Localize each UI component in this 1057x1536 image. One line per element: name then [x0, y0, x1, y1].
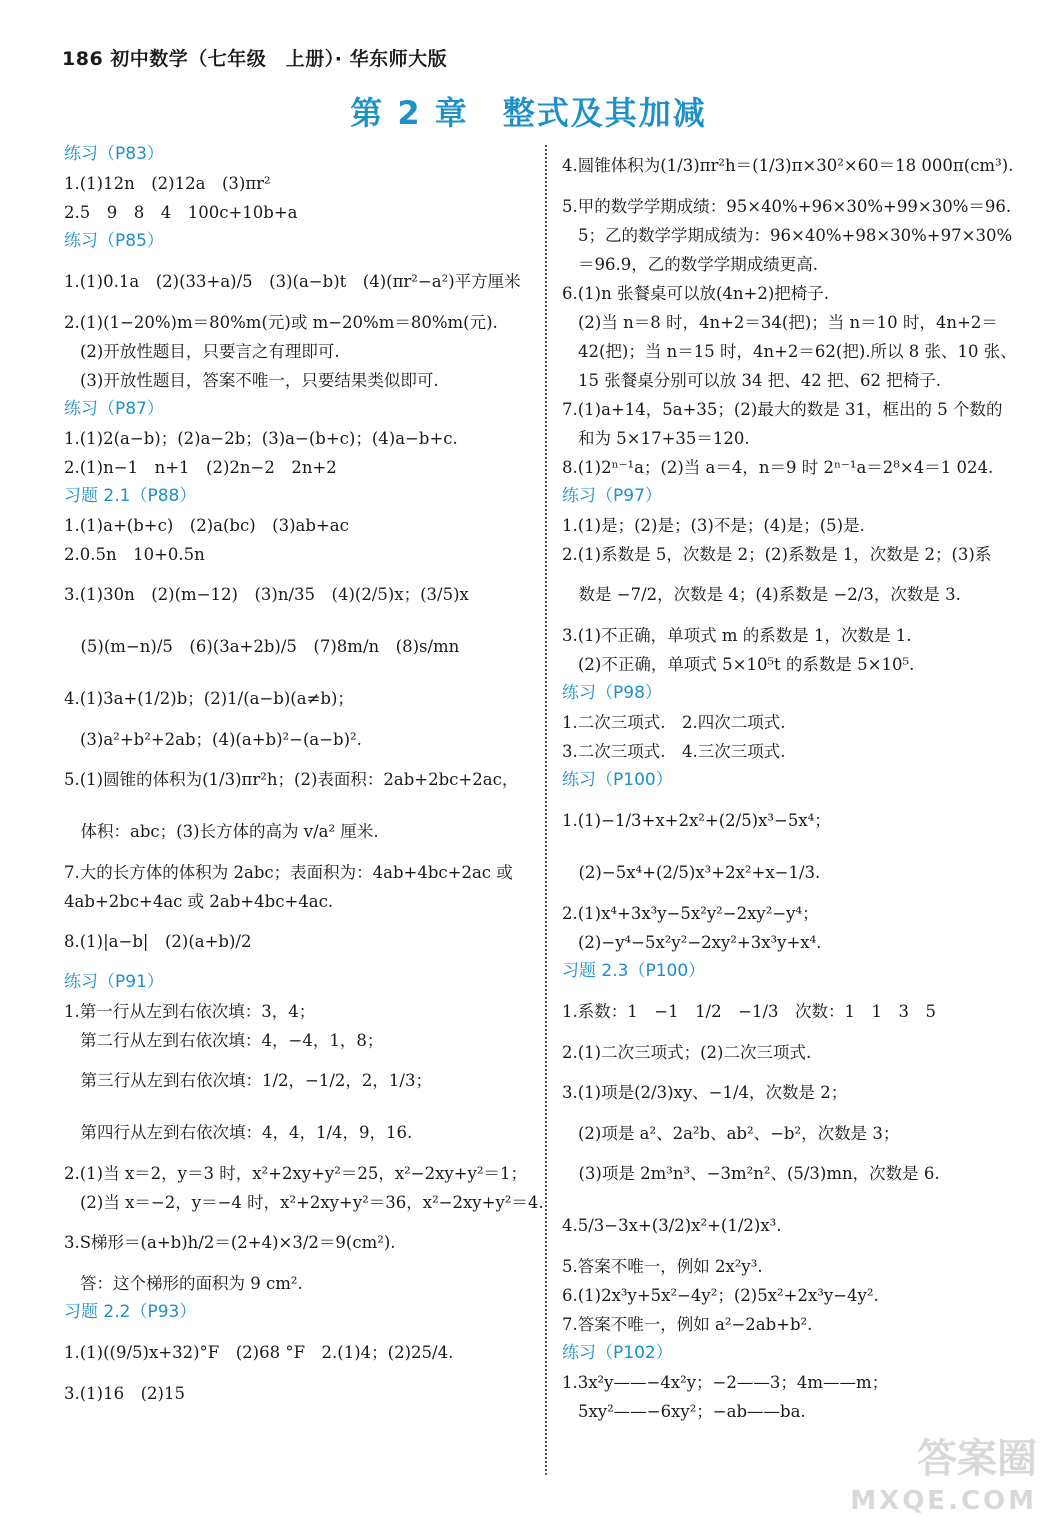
answer-line: 4.圆锥体积为(1/3)πr²h＝(1/3)π×30²×60＝18 000π(cm³).	[562, 156, 1014, 175]
section-heading: 练习（P102）	[562, 1343, 673, 1363]
answer-line: (5)(m−n)/5 (6)(3a+2b)/5 (7)8m/n (8)s/mn	[64, 637, 460, 656]
section-heading: 练习（P87）	[64, 399, 164, 419]
page-header: 186 初中数学（七年级 上册）· 华东师大版	[62, 48, 448, 70]
answer-line: 5；乙的数学学期成绩为：96×40%+98×30%+97×30%	[578, 226, 1013, 245]
answer-line: ＝96.9，乙的数学学期成绩更高.	[578, 255, 818, 274]
answer-line: 2.(1)系数是 5，次数是 2；(2)系数是 1，次数是 2；(3)系	[562, 545, 992, 564]
answer-line: 1.(1)0.1a (2)(33+a)/5 (3)(a−b)t (4)(πr²−a²)平方厘米	[64, 272, 521, 291]
answer-line: 体积：abc；(3)长方体的高为 v/a² 厘米.	[64, 822, 379, 841]
answer-line: 1.3x²y——−4x²y；−2——3；4m——m；	[562, 1373, 889, 1392]
answer-line: 5.甲的数学学期成绩：95×40%+96×30%+99×30%＝96.	[562, 197, 1012, 216]
answer-line: 2.(1)n−1 n+1 (2)2n−2 2n+2	[64, 458, 337, 477]
answer-line: 和为 5×17+35＝120.	[578, 429, 750, 448]
chapter-title: 第 2 章 整式及其加减	[350, 94, 707, 132]
answer-line: 5xy²——−6xy²；−ab——ba.	[578, 1402, 806, 1421]
answer-line: 4.5/3−3x+(3/2)x²+(1/2)x³.	[562, 1216, 782, 1235]
section-heading: 习题 2.3（P100）	[562, 961, 706, 981]
answer-line: 1.系数：1 −1 1/2 −1/3 次数：1 1 3 5	[562, 1002, 936, 1021]
answer-line: 3.S梯形＝(a+b)h/2＝(2+4)×3/2＝9(cm²).	[64, 1233, 396, 1252]
answer-line: 第二行从左到右依次填：4，−4，1，8；	[80, 1031, 384, 1050]
left-column	[64, 140, 544, 1408]
answer-line: 2.(1)当 x＝2，y＝3 时，x²+2xy+y²＝25，x²−2xy+y²＝1；	[64, 1164, 527, 1183]
section-heading: 练习（P85）	[64, 231, 164, 251]
answer-line: 2.(1)(1−20%)m＝80%m(元)或 m−20%m＝80%m(元).	[64, 313, 498, 332]
answer-line: (2)−y⁴−5x²y²−2xy²+3x³y+x⁴.	[578, 933, 822, 952]
answer-line: 1.(1)是；(2)是；(3)不是；(4)是；(5)是.	[562, 516, 865, 535]
answer-line: 4ab+2bc+4ac 或 2ab+4bc+4ac.	[64, 892, 334, 911]
answer-line: 6.(1)2x³y+5x²−4y²；(2)5x²+2x³y−4y².	[562, 1286, 879, 1305]
answer-line: 答：这个梯形的面积为 9 cm².	[80, 1274, 303, 1293]
answer-line: 1.(1)12n (2)12a (3)πr²	[64, 174, 271, 193]
column-divider	[545, 145, 547, 1475]
answer-line: 2.(1)二次三项式；(2)二次三项式.	[562, 1043, 812, 1062]
answer-line: 4.(1)3a+(1/2)b；(2)1/(a−b)(a≠b)；	[64, 689, 354, 708]
answer-line: 3.(1)不正确，单项式 m 的系数是 1，次数是 1.	[562, 626, 912, 645]
answer-line: 1.(1)a+(b+c) (2)a(bc) (3)ab+ac	[64, 516, 349, 535]
watermark-logo	[850, 1438, 1037, 1522]
watermark-sub: MXQE.COM	[850, 1486, 1037, 1516]
answer-line: (3)开放性题目，答案不唯一，只要结果类似即可.	[80, 371, 439, 390]
answer-line: 7.答案不唯一，例如 a²−2ab+b².	[562, 1315, 813, 1334]
section-heading: 练习（P100）	[562, 770, 673, 790]
answer-line: 1.二次三项式. 2.四次二项式.	[562, 713, 786, 732]
answer-line: 3.(1)30n (2)(m−12) (3)n/35 (4)(2/5)x；(3/5)x	[64, 585, 469, 604]
answer-line: (2)当 n＝8 时，4n+2＝34(把)；当 n＝10 时，4n+2＝	[578, 313, 998, 332]
answer-line: (3)a²+b²+2ab；(4)(a+b)²−(a−b)².	[80, 730, 362, 749]
section-heading: 练习（P83）	[64, 144, 164, 164]
answer-line: 2.5 9 8 4 100c+10b+a	[64, 203, 298, 222]
answer-line: 3.(1)16 (2)15	[64, 1384, 185, 1403]
answer-line: 7.(1)a+14，5a+35；(2)最大的数是 31，框出的 5 个数的	[562, 400, 1003, 419]
answer-line: (2)当 x＝−2，y＝−4 时，x²+2xy+y²＝36，x²−2xy+y²＝4.	[80, 1193, 544, 1212]
answer-line: 1.(1)2(a−b)；(2)a−2b；(3)a−(b+c)；(4)a−b+c.	[64, 429, 458, 448]
answer-line: 15 张餐桌分别可以放 34 把、42 把、62 把椅子.	[578, 371, 941, 390]
right-column	[562, 140, 1032, 1426]
answer-line: 1.第一行从左到右依次填：3，4；	[64, 1002, 316, 1021]
answer-line: 第四行从左到右依次填：4，4，1/4，9，16.	[64, 1123, 413, 1142]
answer-line: 3.(1)项是(2/3)xy、−1/4，次数是 2；	[562, 1083, 848, 1102]
answer-line: 7.大的长方体的体积为 2abc；表面积为：4ab+4bc+2ac 或	[64, 863, 513, 882]
answer-line: (2)开放性题目，只要言之有理即可.	[80, 342, 340, 361]
answer-line: 42(把)；当 n＝15 时，4n+2＝62(把).所以 8 张、10 张、	[578, 342, 1017, 361]
answer-line: 数是 −7/2，次数是 4；(4)系数是 −2/3，次数是 3.	[562, 585, 961, 604]
section-heading: 练习（P98）	[562, 683, 662, 703]
section-heading: 练习（P97）	[562, 486, 662, 506]
answer-line: 5.答案不唯一，例如 2x²y³.	[562, 1257, 763, 1276]
answer-line: 8.(1)|a−b| (2)(a+b)/2	[64, 932, 252, 951]
section-heading: 习题 2.1（P88）	[64, 486, 197, 506]
answer-line: 1.(1)((9/5)x+32)°F (2)68 °F 2.(1)4；(2)25/4.	[64, 1343, 454, 1362]
answer-line: 6.(1)n 张餐桌可以放(4n+2)把椅子.	[562, 284, 830, 303]
answer-line: 8.(1)2ⁿ⁻¹a；(2)当 a＝4，n＝9 时 2ⁿ⁻¹a＝2⁸×4＝1 024.	[562, 458, 994, 477]
answer-line: 5.(1)圆锥的体积为(1/3)πr²h；(2)表面积：2ab+2bc+2ac，	[64, 770, 519, 789]
watermark-main: 答案圈	[917, 1436, 1037, 1482]
answer-line: 1.(1)−1/3+x+2x²+(2/5)x³−5x⁴；	[562, 811, 831, 830]
answer-line: 3.二次三项式. 4.三次三项式.	[562, 742, 786, 761]
section-heading: 习题 2.2（P93）	[64, 1302, 197, 1322]
answer-line: (2)不正确，单项式 5×10⁵t 的系数是 5×10⁵.	[578, 655, 915, 674]
section-heading: 练习（P91）	[64, 972, 164, 992]
answer-line: 2.(1)x⁴+3x³y−5x²y²−2xy²−y⁴；	[562, 904, 819, 923]
answer-line: (2)−5x⁴+(2/5)x³+2x²+x−1/3.	[562, 863, 821, 882]
answer-line: 2.0.5n 10+0.5n	[64, 545, 205, 564]
answer-line: 第三行从左到右依次填：1/2，−1/2，2，1/3；	[64, 1071, 432, 1090]
answer-line: (3)项是 2m³n³、−3m²n²、(5/3)mn，次数是 6.	[562, 1164, 940, 1183]
answer-line: (2)项是 a²、2a²b、ab²、−b²，次数是 3；	[578, 1124, 900, 1143]
